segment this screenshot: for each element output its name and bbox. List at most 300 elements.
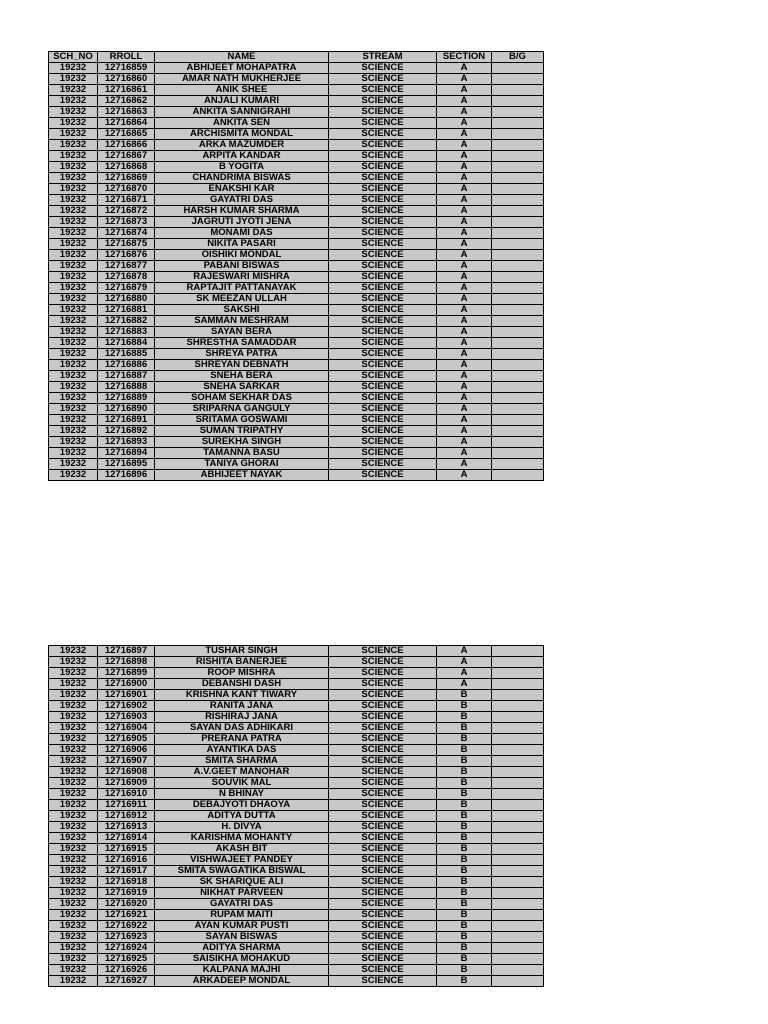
table-row [49,107,544,118]
table-row [49,404,544,415]
rroll-cell: 12716879 [98,283,155,294]
table-row [49,943,544,954]
bg-cell [492,96,544,107]
section-cell: A [437,294,492,305]
name-cell: NIKITA PASARI [155,239,329,250]
stream-cell: SCIENCE [329,866,437,877]
bg-cell [492,932,544,943]
name-cell: SHREYA PATRA [155,349,329,360]
section-cell: A [437,371,492,382]
rroll-cell: 12716865 [98,129,155,140]
name-cell: ARPITA KANDAR [155,151,329,162]
rroll-cell: 12716871 [98,195,155,206]
sch-no-cell: 19232 [49,800,98,811]
header-row [49,52,544,63]
sch-no-cell: 19232 [49,976,98,987]
name-cell: ANIK SHEE [155,85,329,96]
bg-cell [492,459,544,470]
name-cell: SOUVIK MAL [155,778,329,789]
name-cell: SNEHA BERA [155,371,329,382]
section-cell: B [437,822,492,833]
section-cell: B [437,932,492,943]
rroll-cell: 12716907 [98,756,155,767]
section-cell: A [437,129,492,140]
bg-cell [492,877,544,888]
bg-cell [492,844,544,855]
table-row [49,470,544,481]
rroll-cell: 12716886 [98,360,155,371]
bg-cell [492,943,544,954]
rroll-cell: 12716912 [98,811,155,822]
table-row [49,261,544,272]
section-cell: A [437,184,492,195]
rroll-cell: 12716909 [98,778,155,789]
stream-cell: SCIENCE [329,943,437,954]
bg-cell [492,976,544,987]
name-cell: RISHIRAJ JANA [155,712,329,723]
section-cell: A [437,239,492,250]
table-row [49,877,544,888]
sch-no-cell: 19232 [49,822,98,833]
name-cell: DEBANSHI DASH [155,679,329,690]
bg-cell [492,701,544,712]
rroll-cell: 12716876 [98,250,155,261]
section-cell: A [437,74,492,85]
table-row [49,382,544,393]
rroll-cell: 12716927 [98,976,155,987]
section-cell: A [437,646,492,657]
name-cell: DEBAJYOTI DHAOYA [155,800,329,811]
name-cell: SAKSHI [155,305,329,316]
rroll-cell: 12716873 [98,217,155,228]
rroll-cell: 12716911 [98,800,155,811]
bg-cell [492,107,544,118]
rroll-cell: 12716872 [98,206,155,217]
header-section: SECTION [437,52,492,63]
name-cell: RAJESWARI MISHRA [155,272,329,283]
name-cell: KARISHMA MOHANTY [155,833,329,844]
sch-no-cell: 19232 [49,349,98,360]
header-stream: STREAM [329,52,437,63]
name-cell: SK SHARIQUE ALI [155,877,329,888]
name-cell: RAPTAJIT PATTANAYAK [155,283,329,294]
bg-cell [492,822,544,833]
table-row [49,184,544,195]
rroll-cell: 12716919 [98,888,155,899]
table-row [49,294,544,305]
bg-cell [492,283,544,294]
bg-cell [492,470,544,481]
sch-no-cell: 19232 [49,283,98,294]
table-row [49,657,544,668]
table-row [49,745,544,756]
table-row [49,800,544,811]
name-cell: AKASH BIT [155,844,329,855]
name-cell: ABHIJEET MOHAPATRA [155,63,329,74]
stream-cell: SCIENCE [329,899,437,910]
rroll-cell: 12716870 [98,184,155,195]
bg-cell [492,85,544,96]
section-cell: A [437,228,492,239]
bg-cell [492,239,544,250]
table-row [49,701,544,712]
stream-cell: SCIENCE [329,426,437,437]
table-row [49,976,544,987]
sch-no-cell: 19232 [49,855,98,866]
bg-cell [492,954,544,965]
table-row [49,173,544,184]
name-cell: PABANI BISWAS [155,261,329,272]
table-row [49,756,544,767]
table-row [49,965,544,976]
rroll-cell: 12716868 [98,162,155,173]
name-cell: ANKITA SANNIGRAHI [155,107,329,118]
stream-cell: SCIENCE [329,470,437,481]
rroll-cell: 12716898 [98,657,155,668]
stream-cell: SCIENCE [329,129,437,140]
name-cell: SAYAN BISWAS [155,932,329,943]
section-cell: A [437,140,492,151]
name-cell: SAMMAN MESHRAM [155,316,329,327]
bg-cell [492,184,544,195]
sch-no-cell: 19232 [49,833,98,844]
stream-cell: SCIENCE [329,679,437,690]
name-cell: SUMAN TRIPATHY [155,426,329,437]
name-cell: HARSH KUMAR SHARMA [155,206,329,217]
section-cell: B [437,745,492,756]
rroll-cell: 12716900 [98,679,155,690]
sch-no-cell: 19232 [49,96,98,107]
bg-cell [492,382,544,393]
section-cell: A [437,261,492,272]
bg-cell [492,404,544,415]
sch-no-cell: 19232 [49,789,98,800]
sch-no-cell: 19232 [49,195,98,206]
rroll-cell: 12716905 [98,734,155,745]
table-row [49,118,544,129]
stream-cell: SCIENCE [329,96,437,107]
rroll-cell: 12716885 [98,349,155,360]
sch-no-cell: 19232 [49,778,98,789]
table-row [49,228,544,239]
section-cell: A [437,305,492,316]
rroll-cell: 12716863 [98,107,155,118]
sch-no-cell: 19232 [49,723,98,734]
stream-cell: SCIENCE [329,965,437,976]
stream-cell: SCIENCE [329,756,437,767]
table-row [49,866,544,877]
table-row [49,778,544,789]
bg-cell [492,921,544,932]
rroll-cell: 12716904 [98,723,155,734]
student-table-bottom [48,645,544,987]
stream-cell: SCIENCE [329,261,437,272]
name-cell: RANITA JANA [155,701,329,712]
name-cell: SHRESTHA SAMADDAR [155,338,329,349]
bg-cell [492,129,544,140]
section-cell: A [437,173,492,184]
name-cell: ANKITA SEN [155,118,329,129]
sch-no-cell: 19232 [49,668,98,679]
name-cell: SAISIKHA MOHAKUD [155,954,329,965]
rroll-cell: 12716917 [98,866,155,877]
table-row [49,789,544,800]
sch-no-cell: 19232 [49,932,98,943]
rroll-cell: 12716894 [98,448,155,459]
table-row [49,272,544,283]
name-cell: ADITYA SHARMA [155,943,329,954]
stream-cell: SCIENCE [329,954,437,965]
sch-no-cell: 19232 [49,437,98,448]
section-cell: B [437,888,492,899]
rroll-cell: 12716916 [98,855,155,866]
table-row [49,349,544,360]
sch-no-cell: 19232 [49,426,98,437]
stream-cell: SCIENCE [329,932,437,943]
stream-cell: SCIENCE [329,338,437,349]
rroll-cell: 12716881 [98,305,155,316]
table-row [49,371,544,382]
bg-cell [492,393,544,404]
stream-cell: SCIENCE [329,690,437,701]
stream-cell: SCIENCE [329,437,437,448]
sch-no-cell: 19232 [49,151,98,162]
rroll-cell: 12716899 [98,668,155,679]
name-cell: TANIYA GHORAI [155,459,329,470]
bg-cell [492,657,544,668]
bg-cell [492,206,544,217]
table-row [49,316,544,327]
name-cell: SK MEEZAN ULLAH [155,294,329,305]
table-row [49,459,544,470]
bg-cell [492,63,544,74]
bg-cell [492,756,544,767]
bg-cell [492,327,544,338]
sch-no-cell: 19232 [49,184,98,195]
rroll-cell: 12716915 [98,844,155,855]
table-row [49,393,544,404]
bg-cell [492,426,544,437]
sch-no-cell: 19232 [49,734,98,745]
section-cell: A [437,459,492,470]
stream-cell: SCIENCE [329,800,437,811]
section-cell: B [437,833,492,844]
sch-no-cell: 19232 [49,228,98,239]
name-cell: ENAKSHI KAR [155,184,329,195]
sch-no-cell: 19232 [49,470,98,481]
table-row [49,844,544,855]
header-sch-no: SCH_NO [49,52,98,63]
bg-cell [492,250,544,261]
sch-no-cell: 19232 [49,690,98,701]
sch-no-cell: 19232 [49,910,98,921]
section-cell: A [437,470,492,481]
rroll-cell: 12716925 [98,954,155,965]
section-cell: A [437,448,492,459]
sch-no-cell: 19232 [49,239,98,250]
bg-cell [492,789,544,800]
bg-cell [492,811,544,822]
name-cell: NIKHAT PARVEEN [155,888,329,899]
bg-cell [492,415,544,426]
section-cell: B [437,866,492,877]
rroll-cell: 12716875 [98,239,155,250]
sch-no-cell: 19232 [49,965,98,976]
name-cell: KALPANA MAJHI [155,965,329,976]
section-cell: A [437,679,492,690]
sch-no-cell: 19232 [49,448,98,459]
sch-no-cell: 19232 [49,63,98,74]
rroll-cell: 12716869 [98,173,155,184]
rroll-cell: 12716859 [98,63,155,74]
rroll-cell: 12716892 [98,426,155,437]
bg-cell [492,646,544,657]
section-cell: B [437,778,492,789]
stream-cell: SCIENCE [329,316,437,327]
table-row [49,734,544,745]
section-cell: B [437,734,492,745]
table-row [49,283,544,294]
rroll-cell: 12716866 [98,140,155,151]
name-cell: ARCHISMITA MONDAL [155,129,329,140]
name-cell: ANJALI KUMARI [155,96,329,107]
name-cell: GAYATRI DAS [155,899,329,910]
sch-no-cell: 19232 [49,866,98,877]
sch-no-cell: 19232 [49,954,98,965]
sch-no-cell: 19232 [49,679,98,690]
stream-cell: SCIENCE [329,63,437,74]
table-row [49,74,544,85]
sch-no-cell: 19232 [49,327,98,338]
section-cell: B [437,954,492,965]
name-cell: SMITA SHARMA [155,756,329,767]
sch-no-cell: 19232 [49,844,98,855]
rroll-cell: 12716896 [98,470,155,481]
stream-cell: SCIENCE [329,404,437,415]
sch-no-cell: 19232 [49,360,98,371]
sch-no-cell: 19232 [49,646,98,657]
section-cell: A [437,382,492,393]
rroll-cell: 12716887 [98,371,155,382]
bg-cell [492,866,544,877]
section-cell: A [437,437,492,448]
rroll-cell: 12716926 [98,965,155,976]
section-cell: B [437,723,492,734]
bg-cell [492,899,544,910]
name-cell: SOHAM SEKHAR DAS [155,393,329,404]
name-cell: SUREKHA SINGH [155,437,329,448]
stream-cell: SCIENCE [329,393,437,404]
section-cell: B [437,800,492,811]
sch-no-cell: 19232 [49,371,98,382]
name-cell: ARKA MAZUMDER [155,140,329,151]
stream-cell: SCIENCE [329,217,437,228]
bg-cell [492,437,544,448]
rroll-cell: 12716874 [98,228,155,239]
name-cell: RISHITA BANERJEE [155,657,329,668]
table-row [49,338,544,349]
stream-cell: SCIENCE [329,228,437,239]
section-cell: A [437,360,492,371]
stream-cell: SCIENCE [329,811,437,822]
bg-cell [492,338,544,349]
section-cell: A [437,217,492,228]
table-row [49,910,544,921]
stream-cell: SCIENCE [329,657,437,668]
bg-cell [492,668,544,679]
stream-cell: SCIENCE [329,74,437,85]
header-rroll: RROLL [98,52,155,63]
name-cell: OISHIKI MONDAL [155,250,329,261]
sch-no-cell: 19232 [49,943,98,954]
table-row [49,679,544,690]
rroll-cell: 12716924 [98,943,155,954]
rroll-cell: 12716923 [98,932,155,943]
section-cell: A [437,349,492,360]
sch-no-cell: 19232 [49,294,98,305]
table-row [49,96,544,107]
rroll-cell: 12716880 [98,294,155,305]
stream-cell: SCIENCE [329,349,437,360]
section-cell: A [437,283,492,294]
sch-no-cell: 19232 [49,206,98,217]
rroll-cell: 12716910 [98,789,155,800]
rroll-cell: 12716922 [98,921,155,932]
stream-cell: SCIENCE [329,877,437,888]
section-cell: A [437,657,492,668]
section-cell: A [437,206,492,217]
section-cell: B [437,921,492,932]
table-row [49,250,544,261]
section-cell: B [437,943,492,954]
stream-cell: SCIENCE [329,668,437,679]
stream-cell: SCIENCE [329,646,437,657]
section-cell: B [437,855,492,866]
name-cell: SRITAMA GOSWAMI [155,415,329,426]
section-cell: B [437,899,492,910]
bg-cell [492,767,544,778]
section-cell: A [437,327,492,338]
section-cell: B [437,712,492,723]
bg-cell [492,140,544,151]
name-cell: MONAMI DAS [155,228,329,239]
sch-no-cell: 19232 [49,745,98,756]
sch-no-cell: 19232 [49,250,98,261]
table-row [49,63,544,74]
sch-no-cell: 19232 [49,459,98,470]
table-row [49,833,544,844]
name-cell: TAMANNA BASU [155,448,329,459]
table-row [49,690,544,701]
bg-cell [492,228,544,239]
table-row [49,140,544,151]
stream-cell: SCIENCE [329,910,437,921]
bg-cell [492,294,544,305]
section-cell: A [437,96,492,107]
rroll-cell: 12716906 [98,745,155,756]
table-row [49,921,544,932]
rroll-cell: 12716903 [98,712,155,723]
sch-no-cell: 19232 [49,272,98,283]
bg-cell [492,349,544,360]
stream-cell: SCIENCE [329,195,437,206]
bg-cell [492,448,544,459]
rroll-cell: 12716920 [98,899,155,910]
stream-cell: SCIENCE [329,415,437,426]
section-cell: B [437,877,492,888]
stream-cell: SCIENCE [329,305,437,316]
bg-cell [492,305,544,316]
